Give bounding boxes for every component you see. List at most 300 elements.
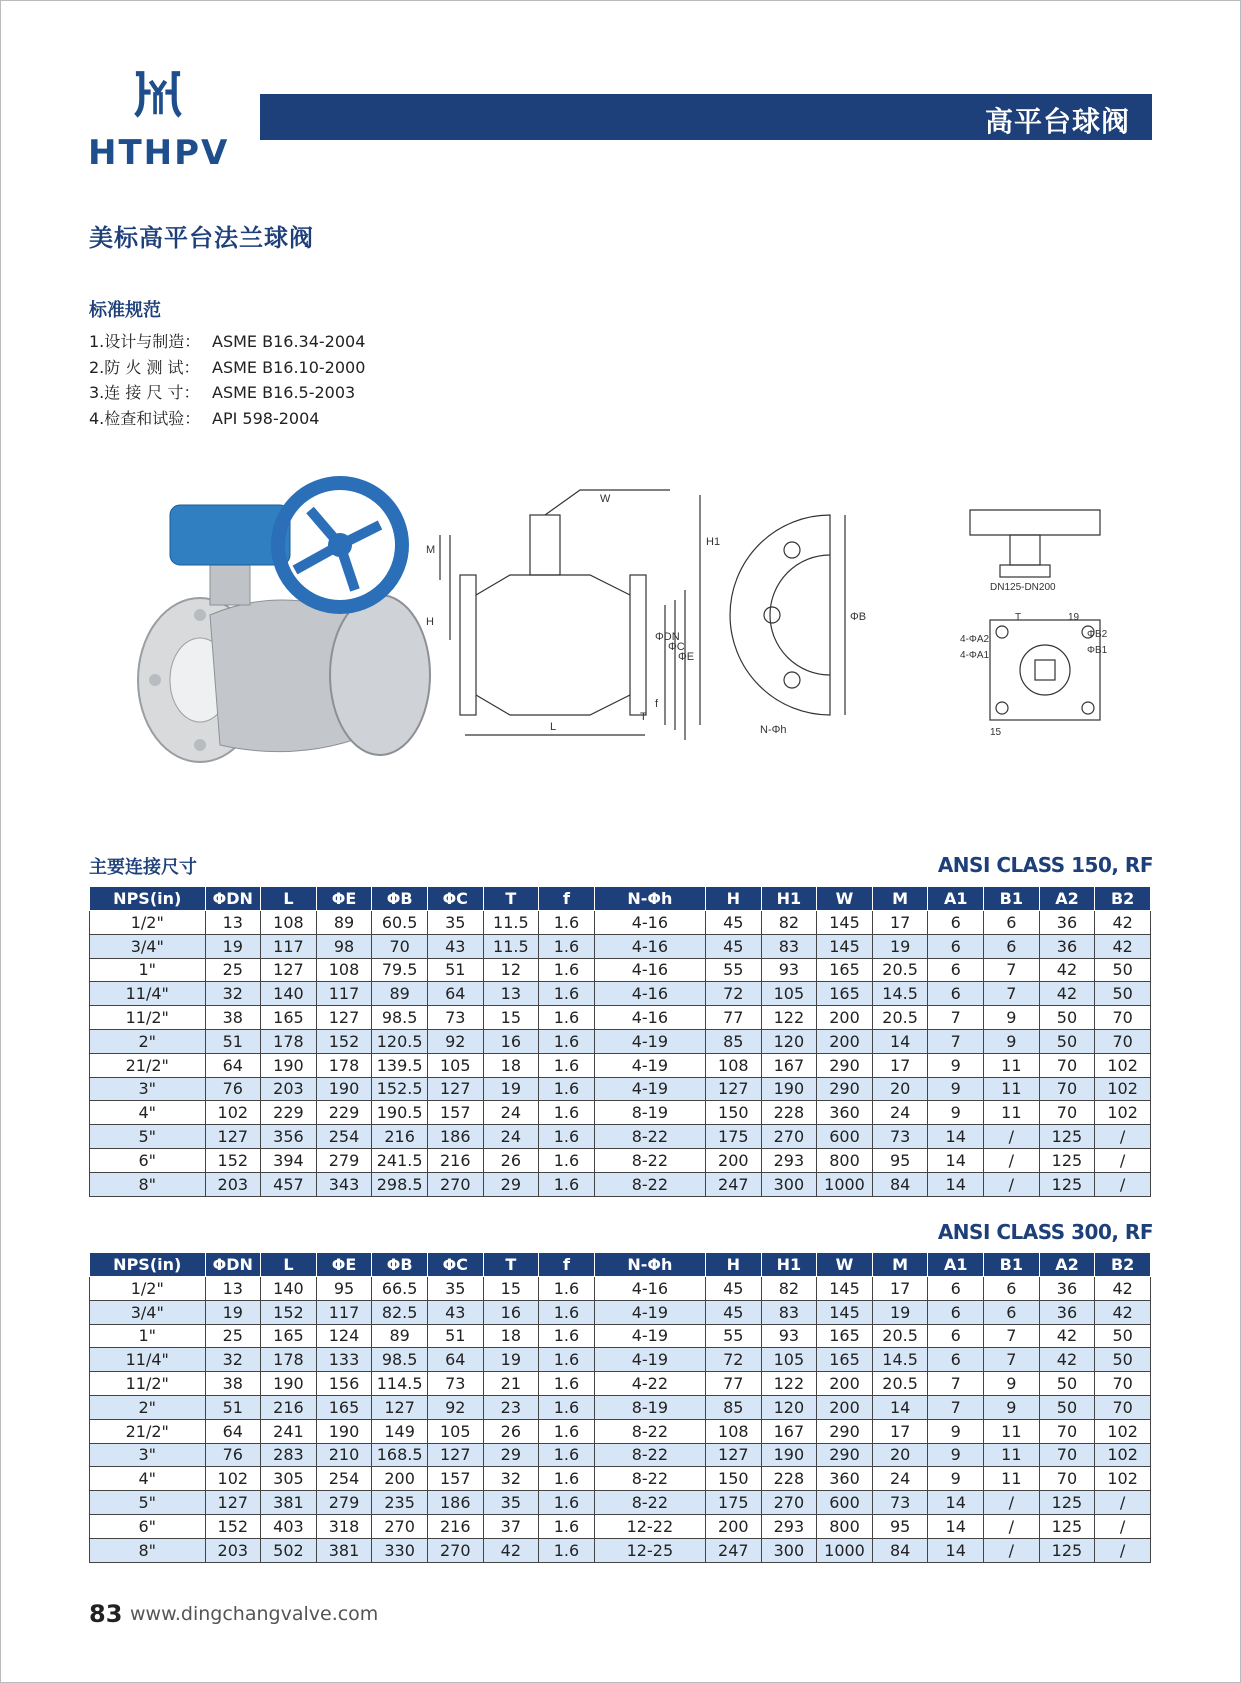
table-cell: 140 <box>261 982 317 1006</box>
table-cell: 14 <box>928 1491 984 1515</box>
table-cell: 270 <box>427 1172 483 1196</box>
table-cell: 11 <box>984 1443 1040 1467</box>
table-cell: 13 <box>205 911 261 935</box>
table-cell: 152.5 <box>372 1077 428 1101</box>
table-cell: 457 <box>261 1172 317 1196</box>
table-cell: 9 <box>984 1372 1040 1396</box>
table-cell: 8-22 <box>594 1443 705 1467</box>
table-cell: 70 <box>372 934 428 958</box>
column-header: B2 <box>1095 887 1151 911</box>
table-cell: 1.6 <box>539 1029 595 1053</box>
table-cell: 18 <box>483 1324 539 1348</box>
table-cell: 216 <box>261 1395 317 1419</box>
table-cell: 19 <box>205 1300 261 1324</box>
table-row <box>90 1029 1151 1053</box>
table-cell: 5" <box>90 1125 206 1149</box>
table-cell: 17 <box>872 1277 928 1301</box>
table-cell: 84 <box>872 1172 928 1196</box>
table-cell: 200 <box>817 1395 873 1419</box>
table-cell: / <box>984 1125 1040 1149</box>
label-b2: ΦB2 <box>1087 629 1108 640</box>
table-cell: 50 <box>1039 1006 1095 1030</box>
table-cell: 11 <box>984 1467 1040 1491</box>
table-cell: 145 <box>817 1277 873 1301</box>
table-cell: 290 <box>817 1053 873 1077</box>
table-cell: 6 <box>984 1300 1040 1324</box>
table-cell: 120 <box>761 1395 817 1419</box>
column-header: f <box>539 1253 595 1277</box>
table-cell: 45 <box>705 1300 761 1324</box>
table-cell: 4-19 <box>594 1348 705 1372</box>
table-cell: 140 <box>261 1277 317 1301</box>
table-cell: 17 <box>872 1053 928 1077</box>
table-cell: 7 <box>928 1006 984 1030</box>
table-cell: 29 <box>483 1172 539 1196</box>
table-cell: 8-19 <box>594 1395 705 1419</box>
table-cell: 7 <box>984 1348 1040 1372</box>
table-cell: 21/2" <box>90 1419 206 1443</box>
table-cell: 32 <box>483 1467 539 1491</box>
table-cell: 70 <box>1039 1419 1095 1443</box>
table-cell: 42 <box>1095 934 1151 958</box>
table-row <box>90 1277 1151 1301</box>
table-cell: 77 <box>705 1006 761 1030</box>
table-cell: 20.5 <box>872 1372 928 1396</box>
table-cell: 95 <box>872 1514 928 1538</box>
column-header: L <box>261 887 317 911</box>
table-cell: 125 <box>1039 1125 1095 1149</box>
table-cell: 200 <box>817 1006 873 1030</box>
standard-item: 4.检查和试验： API 598-2004 <box>89 408 320 428</box>
column-header: H <box>705 887 761 911</box>
table-cell: 79.5 <box>372 958 428 982</box>
table-cell: 125 <box>1039 1491 1095 1515</box>
table-cell: 102 <box>1095 1101 1151 1125</box>
table-cell: 165 <box>261 1324 317 1348</box>
table-cell: 8-19 <box>594 1101 705 1125</box>
table-cell: 300 <box>761 1172 817 1196</box>
table-cell: 1.6 <box>539 1348 595 1372</box>
table-cell: / <box>1095 1172 1151 1196</box>
column-header: A2 <box>1039 1253 1095 1277</box>
table-cell: 127 <box>427 1443 483 1467</box>
table-cell: 4-16 <box>594 1277 705 1301</box>
table-cell: 125 <box>1039 1148 1095 1172</box>
table-cell: 77 <box>705 1372 761 1396</box>
table-cell: 1.6 <box>539 1324 595 1348</box>
table-cell: 200 <box>705 1148 761 1172</box>
column-header: ΦDN <box>205 887 261 911</box>
table-cell: 98.5 <box>372 1006 428 1030</box>
table-cell: 8-22 <box>594 1491 705 1515</box>
table-cell: 1000 <box>817 1538 873 1562</box>
table-cell: 4-16 <box>594 958 705 982</box>
table-cell: 14 <box>928 1148 984 1172</box>
table-cell: 4-22 <box>594 1372 705 1396</box>
table-cell: 16 <box>483 1300 539 1324</box>
table-cell: 200 <box>817 1029 873 1053</box>
table-row <box>90 1538 1151 1562</box>
label-19: 19 <box>1068 612 1080 623</box>
table-cell: 76 <box>205 1077 261 1101</box>
table-row <box>90 1077 1151 1101</box>
standard-item: 2.防 火 测 试： ASME B16.10-2000 <box>89 357 366 377</box>
table-cell: 8-22 <box>594 1148 705 1172</box>
table-cell: 152 <box>205 1148 261 1172</box>
banner-title: 高平台球阀 <box>984 105 1130 138</box>
table-cell: 9 <box>984 1006 1040 1030</box>
table-cell: 9 <box>928 1077 984 1101</box>
table-cell: 145 <box>817 1300 873 1324</box>
table-cell: 73 <box>872 1491 928 1515</box>
table-cell: 6 <box>928 934 984 958</box>
table-cell: 23 <box>483 1395 539 1419</box>
table-cell: 89 <box>316 911 372 935</box>
table-cell: 29 <box>483 1443 539 1467</box>
table-cell: 3/4" <box>90 934 206 958</box>
column-header: L <box>261 1253 317 1277</box>
table-cell: 127 <box>705 1077 761 1101</box>
table-cell: 15 <box>483 1277 539 1301</box>
table-cell: 42 <box>1095 1300 1151 1324</box>
table-cell: 290 <box>817 1443 873 1467</box>
table-cell: 50 <box>1039 1029 1095 1053</box>
table-cell: 84 <box>872 1538 928 1562</box>
table-cell: 800 <box>817 1514 873 1538</box>
table-cell: 105 <box>427 1419 483 1443</box>
table-cell: 36 <box>1039 1300 1095 1324</box>
table-cell: 70 <box>1039 1077 1095 1101</box>
table-cell: 4" <box>90 1101 206 1125</box>
table-cell: 11/2" <box>90 1006 206 1030</box>
table-cell: 14 <box>928 1172 984 1196</box>
table-cell: 145 <box>817 911 873 935</box>
table-cell: 24 <box>483 1125 539 1149</box>
table-cell: 4-16 <box>594 1006 705 1030</box>
table-cell: 1.6 <box>539 1419 595 1443</box>
table-cell: 4-19 <box>594 1053 705 1077</box>
table-cell: 8-22 <box>594 1125 705 1149</box>
table-cell: 45 <box>705 911 761 935</box>
table-cell: 72 <box>705 982 761 1006</box>
table-cell: 32 <box>205 982 261 1006</box>
table-cell: 45 <box>705 1277 761 1301</box>
table-cell: 290 <box>817 1419 873 1443</box>
table-cell: 70 <box>1039 1443 1095 1467</box>
table-cell: 102 <box>1095 1077 1151 1101</box>
table-cell: 3" <box>90 1077 206 1101</box>
table-cell: 11 <box>984 1053 1040 1077</box>
column-header: N-Φh <box>594 887 705 911</box>
table-row <box>90 1348 1151 1372</box>
table-cell: 298.5 <box>372 1172 428 1196</box>
column-header: A1 <box>928 887 984 911</box>
table-cell: 89 <box>372 1324 428 1348</box>
table-row <box>90 1372 1151 1396</box>
table-cell: 9 <box>984 1395 1040 1419</box>
table-row <box>90 1125 1151 1149</box>
table-cell: 43 <box>427 934 483 958</box>
table-cell: 1" <box>90 958 206 982</box>
table-cell: 125 <box>1039 1538 1095 1562</box>
table-cell: / <box>984 1148 1040 1172</box>
table-cell: 102 <box>1095 1053 1151 1077</box>
table-cell: 92 <box>427 1029 483 1053</box>
table-cell: 24 <box>872 1101 928 1125</box>
top-detail-drawing <box>970 510 1100 720</box>
table-cell: 290 <box>817 1077 873 1101</box>
table-cell: 42 <box>1039 982 1095 1006</box>
table-cell: 70 <box>1039 1467 1095 1491</box>
table-cell: 19 <box>205 934 261 958</box>
standard-item: 3.连 接 尺 寸： ASME B16.5-2003 <box>89 383 356 402</box>
table-cell: 19 <box>483 1348 539 1372</box>
table-cell: 1.6 <box>539 1077 595 1101</box>
table-cell: 150 <box>705 1467 761 1491</box>
table-cell: 1.6 <box>539 958 595 982</box>
table-cell: 6 <box>928 1277 984 1301</box>
table-cell: 149 <box>372 1419 428 1443</box>
table-cell: 45 <box>705 934 761 958</box>
class150-table <box>89 886 1151 1197</box>
column-header: T <box>483 887 539 911</box>
table-cell: 14 <box>928 1514 984 1538</box>
table-cell: 190 <box>761 1443 817 1467</box>
table-cell: 360 <box>817 1101 873 1125</box>
table-cell: 8-22 <box>594 1172 705 1196</box>
table-cell: 241.5 <box>372 1148 428 1172</box>
table-cell: 20.5 <box>872 958 928 982</box>
table-cell: 178 <box>261 1348 317 1372</box>
table-cell: 20.5 <box>872 1006 928 1030</box>
table-cell: 85 <box>705 1029 761 1053</box>
table-cell: 3/4" <box>90 1300 206 1324</box>
table-cell: 167 <box>761 1419 817 1443</box>
table-cell: / <box>1095 1538 1151 1562</box>
website-url: www.dingchangvalve.com <box>130 1603 379 1625</box>
label-dn-range: DN125-DN200 <box>990 582 1056 593</box>
table-cell: 42 <box>1039 1324 1095 1348</box>
table-cell: 1.6 <box>539 1395 595 1419</box>
table-cell: 3" <box>90 1443 206 1467</box>
table-cell: 42 <box>483 1538 539 1562</box>
table-cell: 190 <box>761 1077 817 1101</box>
table-cell: 51 <box>205 1395 261 1419</box>
table-cell: 1.6 <box>539 1538 595 1562</box>
label-a2: 4-ΦA2 <box>960 634 990 645</box>
table-cell: 1.6 <box>539 982 595 1006</box>
table-cell: 95 <box>316 1277 372 1301</box>
table-cell: 13 <box>205 1277 261 1301</box>
table-cell: 200 <box>372 1467 428 1491</box>
column-header: T <box>483 1253 539 1277</box>
table-cell: 11.5 <box>483 934 539 958</box>
column-header: A1 <box>928 1253 984 1277</box>
table-cell: 157 <box>427 1467 483 1491</box>
table-cell: 70 <box>1095 1372 1151 1396</box>
table-cell: 127 <box>205 1491 261 1515</box>
table-cell: 167 <box>761 1053 817 1077</box>
label-dn: ΦDN <box>655 631 680 643</box>
table-cell: 133 <box>316 1348 372 1372</box>
table-cell: 270 <box>761 1491 817 1515</box>
table-cell: 127 <box>427 1077 483 1101</box>
class300-table <box>89 1252 1151 1563</box>
table-cell: 300 <box>761 1538 817 1562</box>
table-cell: 216 <box>427 1148 483 1172</box>
table-cell: 1.6 <box>539 1006 595 1030</box>
table-cell: 270 <box>427 1538 483 1562</box>
table-cell: 293 <box>761 1514 817 1538</box>
table-cell: 216 <box>427 1514 483 1538</box>
table-cell: 6 <box>984 1277 1040 1301</box>
table-cell: 7 <box>984 982 1040 1006</box>
table-cell: 24 <box>483 1101 539 1125</box>
table-cell: 9 <box>928 1101 984 1125</box>
table-cell: 1.6 <box>539 1172 595 1196</box>
table-cell: 102 <box>1095 1467 1151 1491</box>
table-header-row <box>90 887 1151 911</box>
table-cell: 83 <box>761 1300 817 1324</box>
table-cell: 11.5 <box>483 911 539 935</box>
column-header: B1 <box>984 887 1040 911</box>
table-cell: 7 <box>984 1324 1040 1348</box>
class150-label: ANSI CLASS 150, RF <box>937 853 1153 877</box>
table-cell: 127 <box>316 1006 372 1030</box>
table-cell: 145 <box>817 934 873 958</box>
flange-view-drawing <box>730 515 845 715</box>
table-cell: 26 <box>483 1419 539 1443</box>
table-cell: 4-16 <box>594 911 705 935</box>
table-cell: 72 <box>705 1348 761 1372</box>
table-row <box>90 958 1151 982</box>
table-cell: 800 <box>817 1148 873 1172</box>
table-cell: 270 <box>761 1125 817 1149</box>
table-cell: 1.6 <box>539 1467 595 1491</box>
table-cell: 17 <box>872 911 928 935</box>
table-cell: 152 <box>205 1514 261 1538</box>
table-row <box>90 1419 1151 1443</box>
table-cell: 42 <box>1039 1348 1095 1372</box>
table-row <box>90 1006 1151 1030</box>
column-header: ΦDN <box>205 1253 261 1277</box>
table-cell: 305 <box>261 1467 317 1491</box>
column-header: M <box>872 1253 928 1277</box>
table-cell: 15 <box>483 1006 539 1030</box>
table-cell: / <box>984 1172 1040 1196</box>
label-f: f <box>655 698 659 710</box>
table-cell: 1.6 <box>539 1491 595 1515</box>
table-cell: 1.6 <box>539 1372 595 1396</box>
table-cell: 178 <box>261 1029 317 1053</box>
table-cell: 42 <box>1039 958 1095 982</box>
table-cell: 73 <box>427 1372 483 1396</box>
table-row <box>90 1395 1151 1419</box>
table-cell: 64 <box>205 1419 261 1443</box>
table-cell: 4-19 <box>594 1300 705 1324</box>
table-cell: 6 <box>984 934 1040 958</box>
table-cell: / <box>984 1514 1040 1538</box>
column-header: H <box>705 1253 761 1277</box>
table-cell: 229 <box>261 1101 317 1125</box>
table-cell: 120 <box>761 1029 817 1053</box>
table-cell: 283 <box>261 1443 317 1467</box>
column-header: W <box>817 1253 873 1277</box>
table-cell: 330 <box>372 1538 428 1562</box>
table-cell: 19 <box>483 1077 539 1101</box>
table-cell: 241 <box>261 1419 317 1443</box>
table-cell: 247 <box>705 1538 761 1562</box>
label-a1: 4-ΦA1 <box>960 650 990 661</box>
table-cell: 66.5 <box>372 1277 428 1301</box>
table-cell: 89 <box>372 982 428 1006</box>
table-cell: 175 <box>705 1491 761 1515</box>
column-header: ΦB <box>372 1253 428 1277</box>
table-cell: 235 <box>372 1491 428 1515</box>
table-cell: 14.5 <box>872 1348 928 1372</box>
column-header: N-Φh <box>594 1253 705 1277</box>
table-cell: 6 <box>928 1300 984 1324</box>
table-cell: 1/2" <box>90 1277 206 1301</box>
table-cell: 102 <box>1095 1419 1151 1443</box>
table-cell: 76 <box>205 1443 261 1467</box>
label-w: W <box>600 493 611 505</box>
table-cell: 600 <box>817 1125 873 1149</box>
table-cell: / <box>1095 1125 1151 1149</box>
table-cell: 6" <box>90 1148 206 1172</box>
table-cell: 1.6 <box>539 934 595 958</box>
table-cell: 190.5 <box>372 1101 428 1125</box>
table-cell: 190 <box>261 1053 317 1077</box>
table-cell: 6 <box>928 1324 984 1348</box>
table-cell: 9 <box>928 1467 984 1491</box>
table-cell: 150 <box>705 1101 761 1125</box>
table-cell: 9 <box>928 1443 984 1467</box>
table-cell: 38 <box>205 1372 261 1396</box>
table-cell: 12-25 <box>594 1538 705 1562</box>
standards-list <box>89 329 365 431</box>
table-cell: 8" <box>90 1538 206 1562</box>
table-cell: 165 <box>261 1006 317 1030</box>
table-cell: 1.6 <box>539 1514 595 1538</box>
page-title: 美标高平台法兰球阀 <box>89 224 314 252</box>
table-cell: 55 <box>705 958 761 982</box>
dimensions-title: 主要连接尺寸 <box>89 857 197 878</box>
column-header: H1 <box>761 887 817 911</box>
table-row <box>90 1467 1151 1491</box>
table-header-row <box>90 1253 1151 1277</box>
table-cell: 50 <box>1095 958 1151 982</box>
table-cell: 165 <box>817 982 873 1006</box>
table-cell: 17 <box>872 1419 928 1443</box>
column-header: M <box>872 887 928 911</box>
label-b: ΦB <box>850 611 867 623</box>
label-nh: N-Φh <box>760 724 787 736</box>
standards-title: 标准规范 <box>89 300 161 321</box>
table-row <box>90 934 1151 958</box>
table-cell: 82 <box>761 1277 817 1301</box>
table-cell: 279 <box>316 1491 372 1515</box>
table-cell: 114.5 <box>372 1372 428 1396</box>
label-h1: H1 <box>706 536 721 548</box>
column-header: NPS(in) <box>90 1253 206 1277</box>
table-cell: 127 <box>705 1443 761 1467</box>
column-header: B2 <box>1095 1253 1151 1277</box>
table-cell: 36 <box>1039 1277 1095 1301</box>
table-cell: 14 <box>872 1395 928 1419</box>
column-header: ΦB <box>372 887 428 911</box>
table-cell: 21/2" <box>90 1053 206 1077</box>
